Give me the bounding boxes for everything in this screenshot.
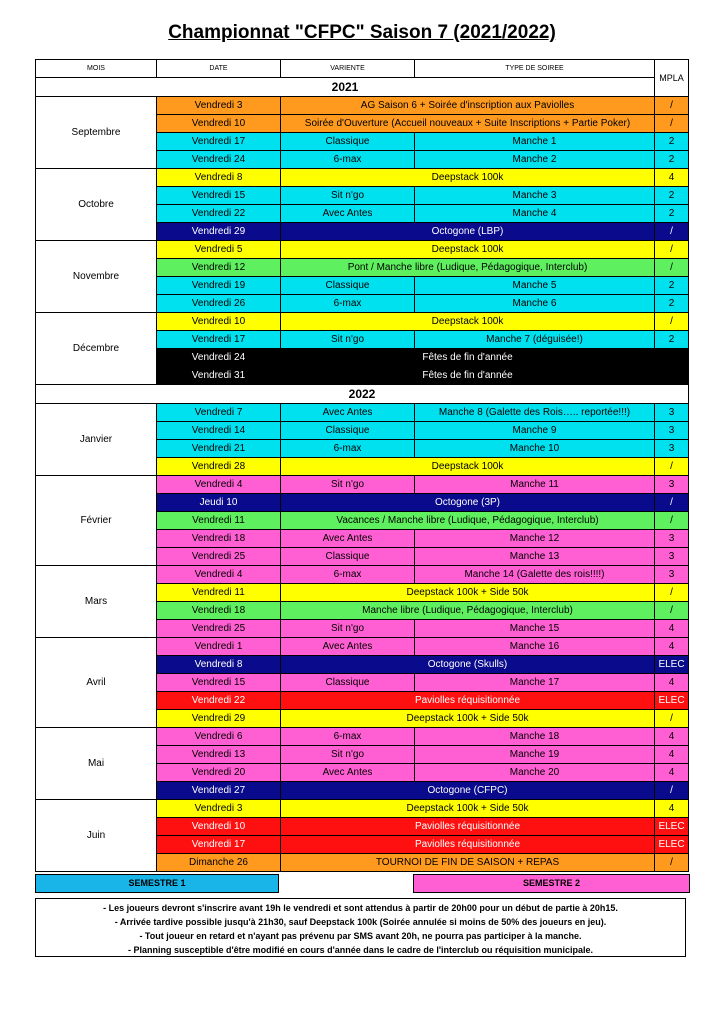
table-row xyxy=(36,638,689,656)
row-type: Manche 20 xyxy=(415,764,655,782)
row-date: Vendredi 17 xyxy=(157,836,281,854)
row-event: Octogone (3P) xyxy=(281,494,655,512)
row-date: Vendredi 29 xyxy=(157,223,281,241)
semester-2-badge: SEMESTRE 2 xyxy=(413,874,690,893)
table-row xyxy=(36,313,689,331)
row-variante: 6-max xyxy=(281,440,415,458)
row-mpla: 4 xyxy=(655,638,689,656)
row-type: Manche 7 (déguisée!) xyxy=(415,331,655,349)
table-row xyxy=(36,476,689,494)
row-event: Deepstack 100k xyxy=(281,241,655,259)
row-mpla xyxy=(655,349,689,367)
row-date: Vendredi 18 xyxy=(157,530,281,548)
month-janvier: Janvier xyxy=(36,404,157,476)
row-mpla: / xyxy=(655,223,689,241)
row-mpla: / xyxy=(655,259,689,277)
row-variante: Avec Antes xyxy=(281,638,415,656)
note-line: - Planning susceptible d'être modifié en cours d'année dans le cadre de l'interclub ou réquisition municipale. xyxy=(127,945,594,955)
row-mpla: / xyxy=(655,241,689,259)
row-type: Manche 18 xyxy=(415,728,655,746)
row-type: Manche 13 xyxy=(415,548,655,566)
row-type: Manche 5 xyxy=(415,277,655,295)
row-type: Manche 14 (Galette des rois!!!!) xyxy=(415,566,655,584)
row-mpla: 3 xyxy=(655,422,689,440)
row-type: Manche 10 xyxy=(415,440,655,458)
row-variante: Avec Antes xyxy=(281,530,415,548)
row-mpla: ELEC xyxy=(655,692,689,710)
row-date: Vendredi 10 xyxy=(157,115,281,133)
row-type: Manche 4 xyxy=(415,205,655,223)
row-event: Deepstack 100k + Side 50k xyxy=(281,800,655,818)
row-type: Manche 17 xyxy=(415,674,655,692)
row-variante: Sit n'go xyxy=(281,331,415,349)
row-event: Deepstack 100k xyxy=(281,169,655,187)
row-mpla: / xyxy=(655,602,689,620)
row-date: Vendredi 15 xyxy=(157,674,281,692)
row-variante: 6-max xyxy=(281,566,415,584)
row-event: Fêtes de fin d'année xyxy=(281,349,655,367)
row-date: Vendredi 10 xyxy=(157,818,281,836)
row-date: Vendredi 19 xyxy=(157,277,281,295)
row-type: Manche 11 xyxy=(415,476,655,494)
row-mpla: / xyxy=(655,782,689,800)
month-mars: Mars xyxy=(36,566,157,638)
row-date: Vendredi 4 xyxy=(157,476,281,494)
row-mpla: 4 xyxy=(655,764,689,782)
row-mpla: 2 xyxy=(655,187,689,205)
row-event: Deepstack 100k xyxy=(281,458,655,476)
row-date: Vendredi 20 xyxy=(157,764,281,782)
row-event: Deepstack 100k + Side 50k xyxy=(281,710,655,728)
row-variante: Avec Antes xyxy=(281,404,415,422)
row-date: Dimanche 26 xyxy=(157,854,281,872)
row-date: Vendredi 24 xyxy=(157,349,281,367)
header-type: TYPE DE SOIREE xyxy=(415,60,655,78)
row-mpla: 4 xyxy=(655,728,689,746)
row-event: TOURNOI DE FIN DE SAISON + REPAS xyxy=(281,854,655,872)
row-event: Pont / Manche libre (Ludique, Pédagogique, Interclub) xyxy=(281,259,655,277)
header-row xyxy=(36,60,689,78)
row-date: Vendredi 17 xyxy=(157,133,281,151)
row-date: Vendredi 27 xyxy=(157,782,281,800)
row-date: Vendredi 31 xyxy=(157,367,281,385)
row-variante: Sit n'go xyxy=(281,476,415,494)
table-row xyxy=(36,241,689,259)
row-variante: 6-max xyxy=(281,295,415,313)
row-event: Paviolles réquisitionnée xyxy=(281,692,655,710)
row-mpla: / xyxy=(655,710,689,728)
row-date: Vendredi 13 xyxy=(157,746,281,764)
row-type: Manche 6 xyxy=(415,295,655,313)
row-event: Vacances / Manche libre (Ludique, Pédagogique, Interclub) xyxy=(281,512,655,530)
table-row xyxy=(36,566,689,584)
row-variante: Classique xyxy=(281,674,415,692)
row-mpla: 4 xyxy=(655,746,689,764)
row-variante: Avec Antes xyxy=(281,764,415,782)
year-2022: 2022 xyxy=(36,385,689,404)
month-octobre: Octobre xyxy=(36,169,157,241)
row-mpla: ELEC xyxy=(655,818,689,836)
row-mpla: / xyxy=(655,458,689,476)
row-event: Paviolles réquisitionnée xyxy=(281,818,655,836)
row-type: Manche 8 (Galette des Rois….. reportée!!!) xyxy=(415,404,655,422)
row-date: Vendredi 28 xyxy=(157,458,281,476)
row-type: Manche 9 xyxy=(415,422,655,440)
row-date: Vendredi 11 xyxy=(157,584,281,602)
table-row xyxy=(36,404,689,422)
row-type: Manche 2 xyxy=(415,151,655,169)
row-mpla: 2 xyxy=(655,277,689,295)
row-event: Fêtes de fin d'année xyxy=(281,367,655,385)
row-date: Vendredi 25 xyxy=(157,620,281,638)
row-mpla: 4 xyxy=(655,674,689,692)
row-mpla: ELEC xyxy=(655,836,689,854)
row-variante: Sit n'go xyxy=(281,187,415,205)
row-date: Vendredi 8 xyxy=(157,169,281,187)
row-type: Manche 12 xyxy=(415,530,655,548)
row-date: Vendredi 14 xyxy=(157,422,281,440)
schedule-table xyxy=(35,59,689,872)
row-mpla: 2 xyxy=(655,295,689,313)
notes-box xyxy=(35,898,686,957)
row-variante: Classique xyxy=(281,422,415,440)
row-event: Deepstack 100k + Side 50k xyxy=(281,584,655,602)
row-variante: Classique xyxy=(281,133,415,151)
table-row xyxy=(36,97,689,115)
row-date: Vendredi 3 xyxy=(157,97,281,115)
row-event: Paviolles réquisitionnée xyxy=(281,836,655,854)
row-mpla: 2 xyxy=(655,205,689,223)
row-date: Vendredi 29 xyxy=(157,710,281,728)
row-type: Manche 1 xyxy=(415,133,655,151)
header-date: DATE xyxy=(157,60,281,78)
row-date: Vendredi 17 xyxy=(157,331,281,349)
row-date: Vendredi 12 xyxy=(157,259,281,277)
row-date: Vendredi 1 xyxy=(157,638,281,656)
row-event: AG Saison 6 + Soirée d'inscription aux Paviolles xyxy=(281,97,655,115)
note-line: - Tout joueur en retard et n'ayant pas prévenu par SMS avant 20h, ne pourra pas participer à la manche. xyxy=(139,931,582,941)
header-variante: VARIENTE xyxy=(281,60,415,78)
row-variante: 6-max xyxy=(281,151,415,169)
row-mpla: / xyxy=(655,854,689,872)
header-mois: MOIS xyxy=(36,60,157,78)
row-event: Soirée d'Ouverture (Accueil nouveaux + Suite Inscriptions + Partie Poker) xyxy=(281,115,655,133)
row-event: Deepstack 100k xyxy=(281,313,655,331)
row-type: Manche 16 xyxy=(415,638,655,656)
row-date: Vendredi 6 xyxy=(157,728,281,746)
row-mpla: 2 xyxy=(655,331,689,349)
row-variante: Classique xyxy=(281,548,415,566)
row-date: Vendredi 18 xyxy=(157,602,281,620)
row-mpla: 3 xyxy=(655,476,689,494)
row-type: Manche 19 xyxy=(415,746,655,764)
row-date: Vendredi 8 xyxy=(157,656,281,674)
row-mpla: / xyxy=(655,97,689,115)
row-event: Octogone (LBP) xyxy=(281,223,655,241)
row-date: Vendredi 11 xyxy=(157,512,281,530)
page-title: Championnat "CFPC" Saison 7 (2021/2022) xyxy=(168,22,556,43)
note-line: - Les joueurs devront s'inscrire avant 19h le vendredi et sont attendus à partir de 20h00 pour un début de partie à 20h15. xyxy=(103,903,618,913)
row-date: Jeudi 10 xyxy=(157,494,281,512)
row-mpla: 3 xyxy=(655,566,689,584)
year-2021: 2021 xyxy=(36,78,655,97)
row-event: Octogone (CFPC) xyxy=(281,782,655,800)
semester-1-badge: SEMESTRE 1 xyxy=(35,874,279,893)
row-variante: Classique xyxy=(281,277,415,295)
month-juin: Juin xyxy=(36,800,157,872)
row-mpla: 3 xyxy=(655,530,689,548)
table-row xyxy=(36,800,689,818)
row-type: Manche 3 xyxy=(415,187,655,205)
month-septembre: Septembre xyxy=(36,97,157,169)
row-event: Manche libre (Ludique, Pédagogique, Interclub) xyxy=(281,602,655,620)
row-type: Manche 15 xyxy=(415,620,655,638)
row-variante: Sit n'go xyxy=(281,620,415,638)
row-variante: 6-max xyxy=(281,728,415,746)
row-mpla: 2 xyxy=(655,151,689,169)
row-variante: Avec Antes xyxy=(281,205,415,223)
row-mpla xyxy=(655,367,689,385)
row-mpla: 4 xyxy=(655,620,689,638)
row-mpla: ELEC xyxy=(655,656,689,674)
note-line: - Arrivée tardive possible jusqu'à 21h30, sauf Deepstack 100k (Soirée annulée si moins de 50% des joueurs en jeu). xyxy=(114,917,607,927)
month-fevrier: Février xyxy=(36,476,157,566)
row-mpla: 3 xyxy=(655,548,689,566)
row-date: Vendredi 10 xyxy=(157,313,281,331)
month-decembre: Décembre xyxy=(36,313,157,385)
row-mpla: / xyxy=(655,115,689,133)
table-row xyxy=(36,169,689,187)
row-mpla: 3 xyxy=(655,404,689,422)
row-mpla: 4 xyxy=(655,800,689,818)
row-date: Vendredi 24 xyxy=(157,151,281,169)
row-mpla: 3 xyxy=(655,440,689,458)
table-row xyxy=(36,728,689,746)
row-date: Vendredi 21 xyxy=(157,440,281,458)
row-date: Vendredi 15 xyxy=(157,187,281,205)
header-mpla: MPLA xyxy=(655,60,689,97)
row-date: Vendredi 5 xyxy=(157,241,281,259)
row-mpla: / xyxy=(655,313,689,331)
row-date: Vendredi 22 xyxy=(157,205,281,223)
month-mai: Mai xyxy=(36,728,157,800)
row-date: Vendredi 22 xyxy=(157,692,281,710)
row-mpla: / xyxy=(655,584,689,602)
row-date: Vendredi 26 xyxy=(157,295,281,313)
row-mpla: / xyxy=(655,494,689,512)
row-date: Vendredi 25 xyxy=(157,548,281,566)
row-date: Vendredi 4 xyxy=(157,566,281,584)
month-novembre: Novembre xyxy=(36,241,157,313)
row-variante: Sit n'go xyxy=(281,746,415,764)
row-mpla: 2 xyxy=(655,133,689,151)
row-date: Vendredi 3 xyxy=(157,800,281,818)
row-mpla: 4 xyxy=(655,169,689,187)
row-date: Vendredi 7 xyxy=(157,404,281,422)
row-event: Octogone (Skulls) xyxy=(281,656,655,674)
row-mpla: / xyxy=(655,512,689,530)
month-avril: Avril xyxy=(36,638,157,728)
